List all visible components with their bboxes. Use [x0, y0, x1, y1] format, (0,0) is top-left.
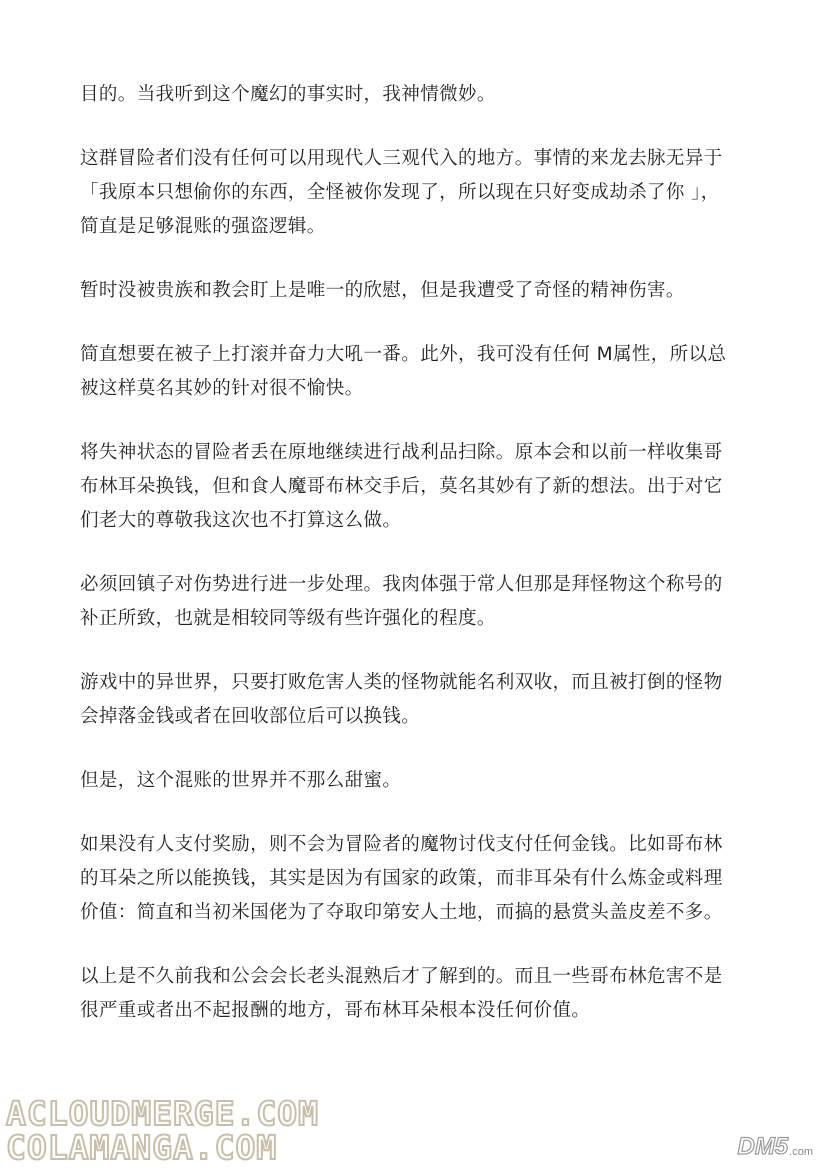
paragraph [80, 78, 750, 112]
paragraph-line: 如果没有人支付奖励，则不会为冒险者的魔物讨伐支付任何金钱。比如哥布林 [80, 834, 723, 855]
paragraph-line: 们老大的尊敬我这次也不打算这么做。 [80, 510, 402, 531]
paragraph [80, 338, 750, 406]
dm5-logo [737, 1135, 813, 1159]
paragraph-line: 暂时没被贵族和教会盯上是唯一的欣慰，但是我遭受了奇怪的精神伤害。 [80, 280, 685, 301]
paragraph [80, 960, 750, 1028]
paragraph [80, 828, 750, 930]
paragraph [80, 436, 750, 538]
paragraph-line: 这群冒险者们没有任何可以用现代人三观代入的地方。事情的来龙去脉无异于 [80, 148, 723, 169]
document-text-body [80, 78, 750, 1058]
logo-sub-text: .com [789, 1146, 813, 1158]
paragraph-line: 会掉落金钱或者在回收部位后可以换钱。 [80, 706, 421, 727]
paragraph-line: 的耳朵之所以能换钱，其实是因为有国家的政策，而非耳朵有什么炼金或料理 [80, 868, 723, 889]
paragraph-line: 简直想要在被子上打滚并奋力大吼一番。此外，我可没有任何 M属性，所以总 [80, 344, 727, 365]
paragraph-line: 必须回镇子对伤势进行进一步处理。我肉体强于常人但那是拜怪物这个称号的 [80, 574, 723, 595]
paragraph-line: 很严重或者出不起报酬的地方，哥布林耳朵根本没任何价值。 [80, 1000, 591, 1021]
paragraph-line: 价值：简直和当初米国佬为了夺取印第安人土地，而搞的悬赏头盖皮差不多。 [80, 902, 723, 923]
paragraph-line: 简直是足够混账的强盗逻辑。 [80, 216, 326, 237]
paragraph-line: 布林耳朵换钱，但和食人魔哥布林交手后，莫名其妙有了新的想法。出于对它 [80, 476, 723, 497]
paragraph [80, 568, 750, 636]
watermark-line-1: ACLOUDMERGE.COM [6, 1094, 320, 1133]
paragraph-line: 「我原本只想偷你的东西，全怪被你发现了，所以现在只好变成劫杀了你 」， [80, 182, 720, 203]
watermark-line-2: COLAMANGA.COM [6, 1128, 278, 1167]
paragraph [80, 274, 750, 308]
paragraph [80, 666, 750, 734]
paragraph-line: 游戏中的异世界，只要打败危害人类的怪物就能名利双收，而且被打倒的怪物 [80, 672, 723, 693]
paragraph-line: 补正所致，也就是相较同等级有些许强化的程度。 [80, 608, 496, 629]
paragraph-line: 但是，这个混账的世界并不那么甜蜜。 [80, 770, 402, 791]
logo-main-text: DM5 [737, 1133, 789, 1160]
paragraph [80, 764, 750, 798]
paragraph-line: 被这样莫名其妙的针对很不愉快。 [80, 378, 364, 399]
paragraph-line: 将失神状态的冒险者丢在原地继续进行战利品扫除。原本会和以前一样收集哥 [80, 442, 723, 463]
paragraph-line: 目的。当我听到这个魔幻的事实时，我神情微妙。 [80, 84, 496, 105]
paragraph [80, 142, 750, 244]
paragraph-line: 以上是不久前我和公会会长老头混熟后才了解到的。而且一些哥布林危害不是 [80, 966, 723, 987]
